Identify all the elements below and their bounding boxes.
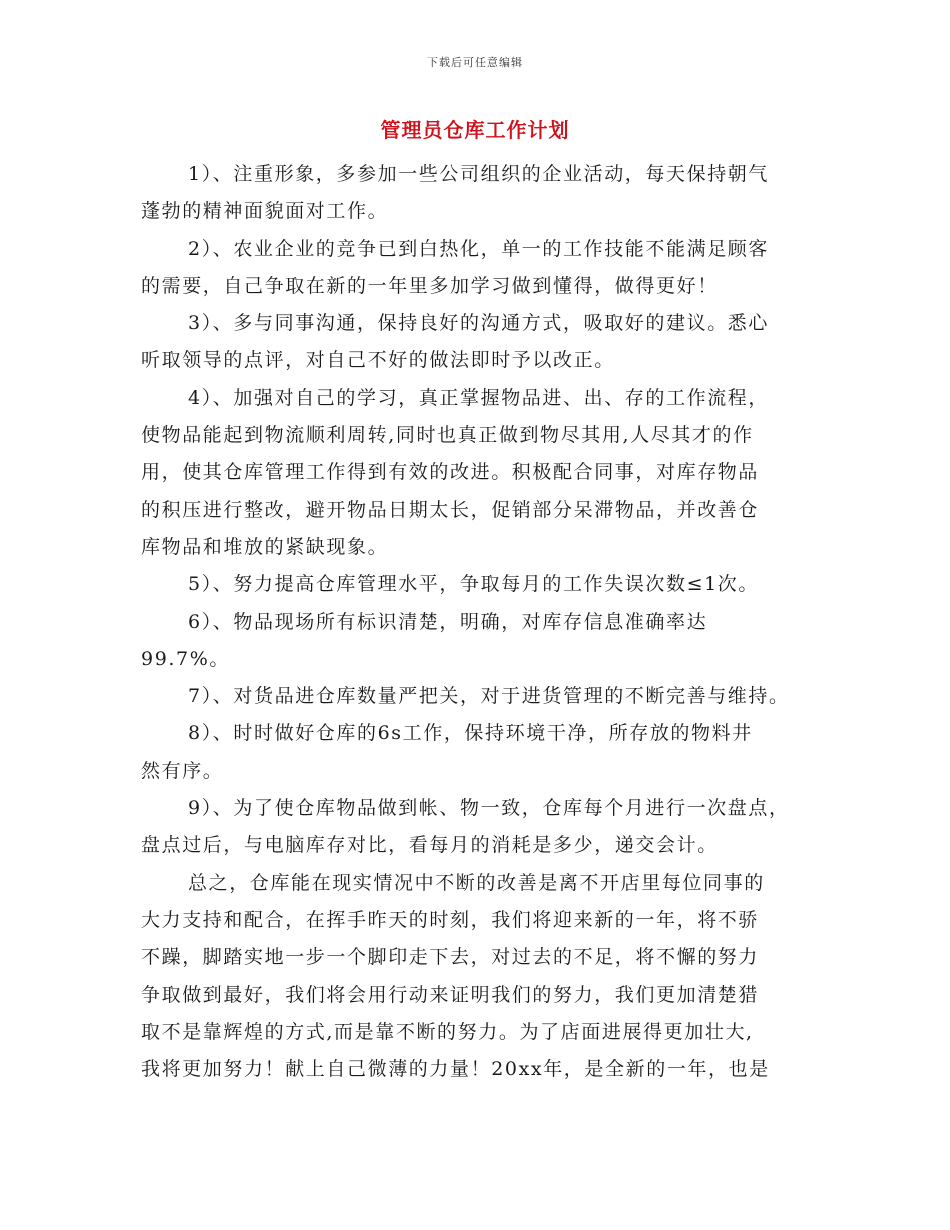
text-line: 5）、努力提高仓库管理水平，争取每月的工作失误次数≤1次。: [188, 573, 759, 596]
text-line: 听取领导的点评，对自己不好的做法即时予以改正。: [141, 349, 615, 372]
header-note: 下载后可任意编辑: [427, 56, 523, 69]
text-line: 大力支持和配合，在挥手昨天的时刻，我们将迎来新的一年，将不骄: [141, 908, 760, 931]
text-line: 库物品和堆放的紧缺现象。: [141, 535, 389, 558]
text-line: 9）、为了使仓库物品做到帐、物一致，仓库每个月进行一次盘点，: [188, 797, 790, 820]
text-line: 4）、加强对自己的学习，真正掌握物品进、出、存的工作流程，: [188, 386, 769, 409]
text-line: 的积压进行整改，避开物品日期太长，促销部分呆滞物品，并改善仓: [141, 498, 760, 521]
text-line: 7）、对货品进仓库数量严把关，对于进货管理的不断完善与维持。: [188, 685, 790, 708]
text-line: 我将更加努力！献上自己微薄的力量！20xx年，是全新的一年，也是: [141, 1058, 770, 1081]
text-line: 1）、注重形象，多参加一些公司组织的企业活动，每天保持朝气: [188, 163, 769, 185]
text-line: 用，使其仓库管理工作得到有效的改进。积极配合同事，对库存物品: [141, 461, 760, 484]
text-line: 不躁，脚踏实地一步一个脚印走下去，对过去的不足，将不懈的努力: [141, 946, 760, 969]
text-line: 3）、多与同事沟通，保持良好的沟通方式，吸取好的建议。悉心: [188, 312, 769, 335]
text-line: 2）、农业企业的竞争已到白热化，单一的工作技能不能满足顾客: [188, 237, 769, 260]
text-line: 的需要，自己争取在新的一年里多加学习做到懂得，做得更好！: [141, 274, 718, 297]
text-line: 使物品能起到物流顺利周转,同时也真正做到物尽其用,人尽其才的作: [141, 424, 754, 447]
text-line: 6）、物品现场所有标识清楚，明确，对库存信息准确率达: [188, 610, 708, 633]
text-line: 8）、时时做好仓库的6s工作，保持环境干净，所存放的物料井: [188, 722, 753, 745]
text-line: 争取做到最好，我们将会用行动来证明我们的努力，我们更加清楚猎: [141, 983, 760, 1006]
document-body: [141, 156, 811, 1088]
text-line: 取不是靠辉煌的方式,而是靠不断的努力。为了店面进展得更加壮大,: [141, 1020, 754, 1043]
text-line: 蓬勃的精神面貌面对工作。: [141, 200, 389, 223]
page-title: 管理员仓库工作计划: [380, 118, 570, 142]
text-line: 然有序。: [141, 759, 224, 782]
text-line: 盘点过后，与电脑库存对比，看每月的消耗是多少，递交会计。: [141, 834, 718, 857]
text-line: 99.7%。: [141, 647, 230, 670]
text-line: 总之，仓库能在现实情况中不断的改善是离不开店里每位同事的: [188, 871, 765, 894]
